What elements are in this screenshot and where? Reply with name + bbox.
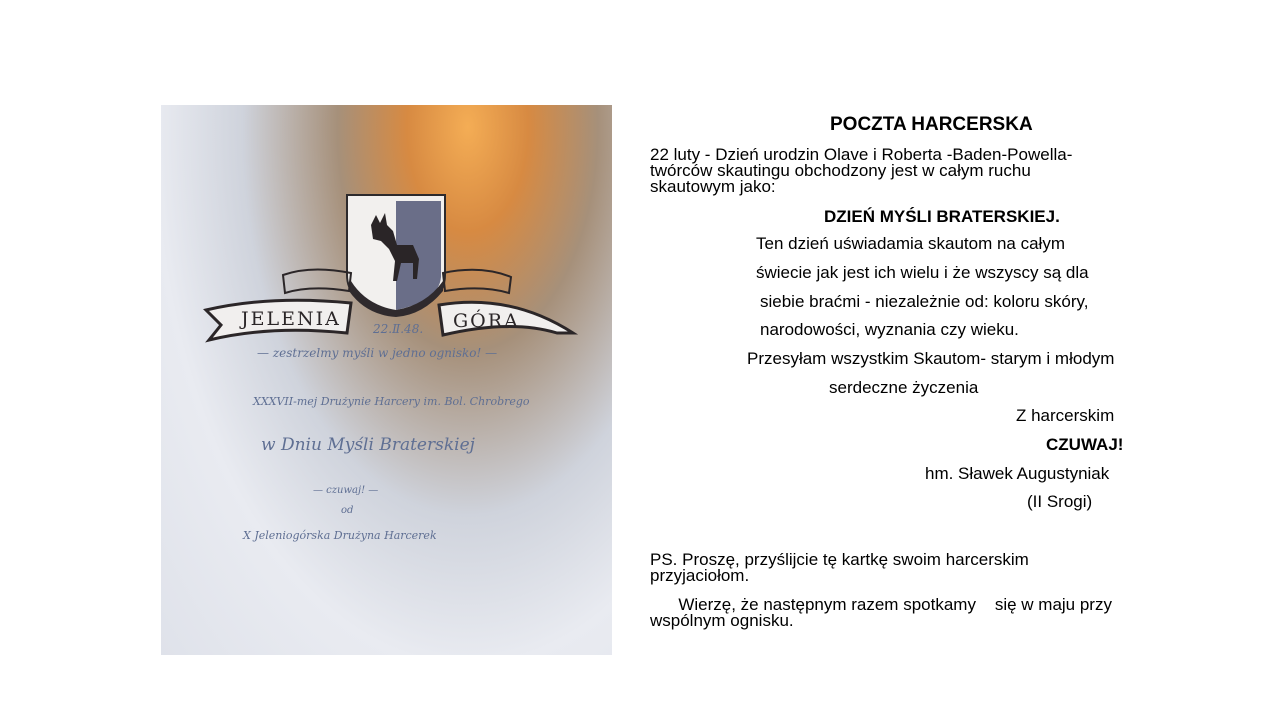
postscript-line: PS. Proszę, przyślijcie tę kartkę swoim harcerskim [650,550,1029,569]
letter-drawing [161,105,612,655]
closing-line: Z harcerskim [1016,406,1115,425]
letter-text [640,112,1260,652]
body-line: siebie braćmi - niezależnie od: koloru skóry, [760,292,1089,311]
logo-city-right: GÓRA [453,310,520,332]
letter-sender: X Jeleniogórska Drużyna Harcerek [243,529,437,542]
letter-motto: — zestrzelmy myśli w jedno ognisko! — [257,346,498,360]
scout-letter-photo [161,105,612,655]
body-line: Ten dzień uświadamia skautom na całym [756,234,1065,253]
letter-from: od [341,505,354,516]
body-line: Przesyłam wszystkim Skautom- starym i młodym [747,349,1115,368]
signature: hm. Sławek Augustyniak [925,464,1110,483]
intro-line: twórców skautingu obchodzony jest w całym ruchu [650,161,1031,180]
jelenia-gora-crest [347,195,445,317]
body-line: narodowości, wyznania czy wieku. [760,320,1019,339]
body-line: świecie jak jest ich wielu i że wszyscy są dla [756,263,1089,282]
signature-note: (II Srogi) [1027,492,1093,511]
day-name-heading: DZIEŃ MYŚLI BRATERSKIEJ. [824,207,1060,226]
intro-line: skautowym jako: [650,177,776,196]
letter-date: 22.Ⅱ.48. [373,322,424,336]
letter-recipient: XXXVII-mej Drużynie Harcery im. Bol. Chrobrego [253,395,530,408]
letter-occasion: w Dniu Myśli Braterskiej [261,435,475,455]
intro-line: 22 luty - Dzień urodzin Olave i Roberta -Baden-Powella- [650,145,1073,164]
logo-city-left: JELENIA [241,308,341,330]
postscript-line: wspólnym ognisku. [650,611,794,630]
page-title: POCZTA HARCERSKA [830,114,1033,135]
postscript-line: przyjaciołom. [650,566,750,585]
postscript-line: Wierzę, że następnym razem spotkamy się w maju przy [650,595,1112,614]
letter-greeting: — czuwaj! — [313,485,379,496]
body-line: serdeczne życzenia [829,378,979,397]
closing-line: CZUWAJ! [1046,435,1124,454]
